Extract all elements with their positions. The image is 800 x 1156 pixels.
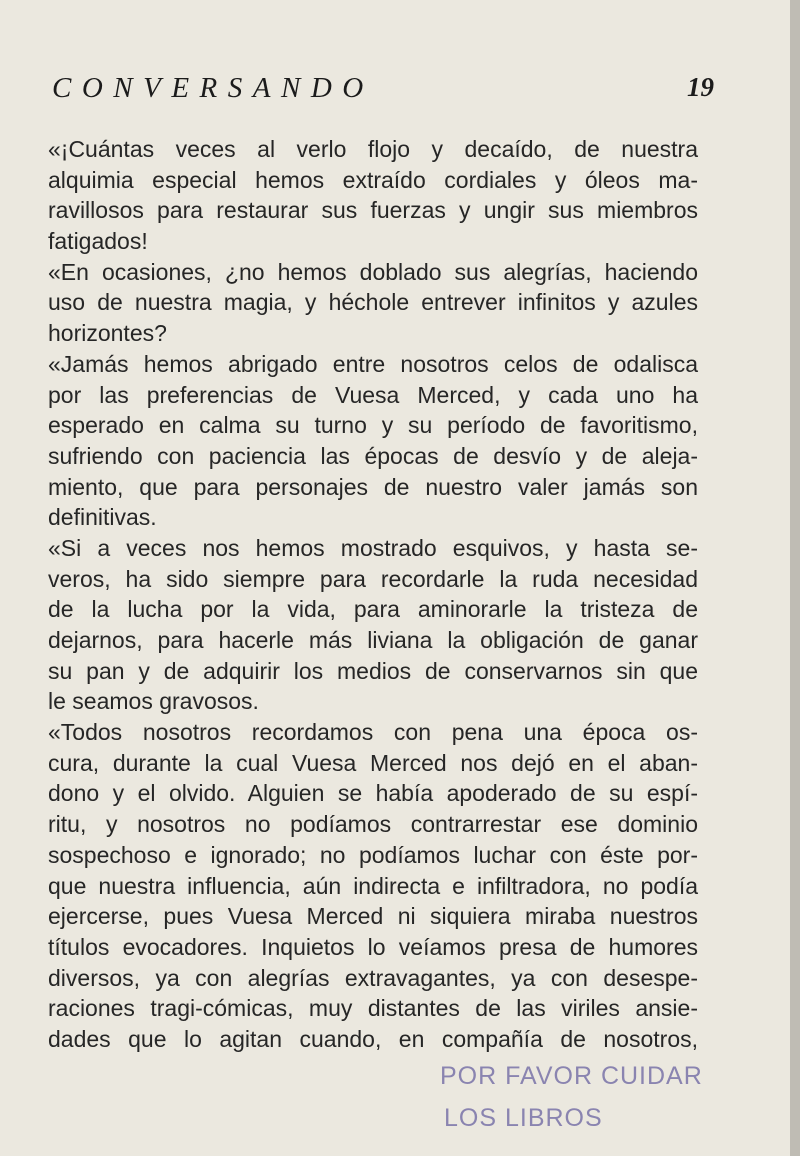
text-line: diversos, ya con alegrías extravagantes, ya con desespe- bbox=[48, 964, 698, 991]
text-line: de la lucha por la vida, para aminorarle la tristeza de bbox=[48, 596, 698, 623]
text-line: que nuestra influencia, aún indirecta e infiltradora, no podía bbox=[48, 872, 698, 899]
text-line: ravillosos para restaurar sus fuerzas y ungir sus miembros bbox=[48, 197, 698, 224]
text-line: ritu, y nosotros no podíamos contrarrestar ese dominio bbox=[48, 811, 698, 838]
page-number: 19 bbox=[687, 72, 714, 102]
text-line: sospechoso e ignorado; no podíamos luchar con éste por- bbox=[48, 841, 698, 868]
text-line: miento, que para personajes de nuestro valer jamás son bbox=[48, 473, 698, 500]
text-line: «Todos nosotros recordamos con pena una época os- bbox=[48, 719, 698, 746]
text-line: dejarnos, para hacerle más liviana la obligación de ganar bbox=[48, 627, 698, 653]
text-line: uso de nuestra magia, y héchole entrever infinitos y azules bbox=[48, 289, 698, 316]
text-line: por las preferencias de Vuesa Merced, y cada uno ha bbox=[48, 381, 698, 408]
text-line: le seamos gravosos. bbox=[48, 688, 259, 715]
text-line: alquimia especial hemos extraído cordiales y óleos ma- bbox=[48, 166, 698, 193]
text-line: esperado en calma su turno y su período de favoritismo, bbox=[48, 412, 698, 439]
library-stamp-line-1: POR FAVOR CUIDAR bbox=[440, 1062, 703, 1090]
text-line: horizontes? bbox=[48, 320, 167, 347]
text-line: «En ocasiones, ¿no hemos doblado sus alegrías, haciendo bbox=[48, 258, 698, 285]
text-line: cura, durante la cual Vuesa Merced nos dejó en el aban- bbox=[48, 749, 698, 776]
text-line: raciones tragi-cómicas, muy distantes de las viriles ansie- bbox=[48, 995, 698, 1022]
page-edge-shadow bbox=[790, 0, 800, 1156]
text-line: dades que lo agitan cuando, en compañía de nosotros, bbox=[48, 1025, 698, 1052]
library-stamp-line-2: LOS LIBROS bbox=[444, 1104, 603, 1132]
text-line: su pan y de adquirir los medios de conservarnos sin que bbox=[48, 657, 698, 684]
text-line: ejercerse, pues Vuesa Merced ni siquiera miraba nuestros bbox=[48, 903, 698, 930]
text-line: fatigados! bbox=[48, 228, 148, 255]
text-line: veros, ha sido siempre para recordarle la ruda necesidad bbox=[48, 565, 698, 592]
text-line: títulos evocadores. Inquietos lo veíamos presa de humores bbox=[48, 933, 698, 960]
running-title: CONVERSANDO bbox=[52, 72, 374, 104]
text-line: «¡Cuántas veces al verlo flojo y decaído, de nuestra bbox=[48, 136, 698, 162]
text-line: definitivas. bbox=[48, 504, 157, 531]
text-line: «Jamás hemos abrigado entre nosotros celos de odalisca bbox=[48, 350, 698, 377]
text-line: sufriendo con paciencia las épocas de desvío y de aleja- bbox=[48, 442, 698, 469]
body-text bbox=[48, 134, 698, 1055]
text-line: «Si a veces nos hemos mostrado esquivos, y hasta se- bbox=[48, 534, 698, 561]
text-line: dono y el olvido. Alguien se había apoderado de su espí- bbox=[48, 780, 698, 807]
running-head bbox=[52, 72, 714, 112]
